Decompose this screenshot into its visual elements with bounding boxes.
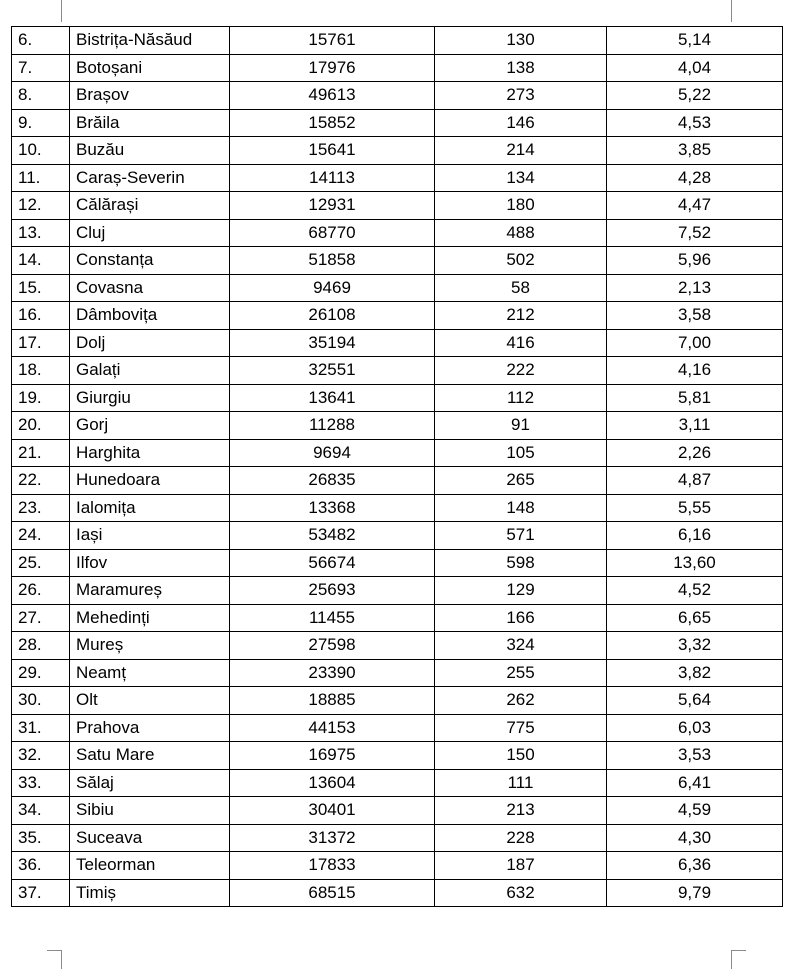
value-a-cell: 18885 — [230, 687, 435, 715]
value-c-cell: 5,96 — [607, 247, 783, 275]
table-row — [12, 247, 783, 275]
county-name-cell: Caraș-Severin — [70, 164, 230, 192]
table-row — [12, 439, 783, 467]
table-row — [12, 659, 783, 687]
row-number-cell: 9. — [12, 109, 70, 137]
value-a-cell: 9694 — [230, 439, 435, 467]
table-row — [12, 164, 783, 192]
value-c-cell: 4,59 — [607, 797, 783, 825]
row-number-cell: 13. — [12, 219, 70, 247]
value-a-cell: 68515 — [230, 879, 435, 907]
row-number-cell: 26. — [12, 577, 70, 605]
table-row — [12, 797, 783, 825]
value-a-cell: 11288 — [230, 412, 435, 440]
value-b-cell: 255 — [435, 659, 607, 687]
value-c-cell: 6,41 — [607, 769, 783, 797]
row-number-cell: 15. — [12, 274, 70, 302]
row-number-cell: 30. — [12, 687, 70, 715]
row-number-cell: 35. — [12, 824, 70, 852]
table-row — [12, 852, 783, 880]
county-name-cell: Galați — [70, 357, 230, 385]
row-number-cell: 28. — [12, 632, 70, 660]
value-b-cell: 130 — [435, 27, 607, 55]
row-number-cell: 29. — [12, 659, 70, 687]
table-row — [12, 192, 783, 220]
table-row — [12, 549, 783, 577]
value-c-cell: 3,85 — [607, 137, 783, 165]
value-b-cell: 187 — [435, 852, 607, 880]
value-b-cell: 273 — [435, 82, 607, 110]
table-row — [12, 357, 783, 385]
value-b-cell: 571 — [435, 522, 607, 550]
value-c-cell: 5,22 — [607, 82, 783, 110]
county-name-cell: Mehedinți — [70, 604, 230, 632]
value-b-cell: 180 — [435, 192, 607, 220]
table-row — [12, 604, 783, 632]
row-number-cell: 36. — [12, 852, 70, 880]
value-c-cell: 4,28 — [607, 164, 783, 192]
value-b-cell: 214 — [435, 137, 607, 165]
value-b-cell: 222 — [435, 357, 607, 385]
value-c-cell: 6,65 — [607, 604, 783, 632]
county-name-cell: Bistrița-Năsăud — [70, 27, 230, 55]
county-name-cell: Prahova — [70, 714, 230, 742]
county-name-cell: Brăila — [70, 109, 230, 137]
value-a-cell: 44153 — [230, 714, 435, 742]
row-number-cell: 14. — [12, 247, 70, 275]
page-margin-mark-top-right — [731, 0, 746, 22]
value-c-cell: 4,53 — [607, 109, 783, 137]
county-name-cell: Suceava — [70, 824, 230, 852]
row-number-cell: 20. — [12, 412, 70, 440]
row-number-cell: 21. — [12, 439, 70, 467]
table-row — [12, 109, 783, 137]
row-number-cell: 19. — [12, 384, 70, 412]
county-name-cell: Mureș — [70, 632, 230, 660]
row-number-cell: 34. — [12, 797, 70, 825]
value-c-cell: 13,60 — [607, 549, 783, 577]
value-b-cell: 138 — [435, 54, 607, 82]
county-name-cell: Giurgiu — [70, 384, 230, 412]
county-name-cell: Ilfov — [70, 549, 230, 577]
value-a-cell: 31372 — [230, 824, 435, 852]
value-a-cell: 17976 — [230, 54, 435, 82]
row-number-cell: 8. — [12, 82, 70, 110]
row-number-cell: 24. — [12, 522, 70, 550]
table-row — [12, 329, 783, 357]
county-name-cell: Brașov — [70, 82, 230, 110]
value-a-cell: 49613 — [230, 82, 435, 110]
county-name-cell: Covasna — [70, 274, 230, 302]
value-a-cell: 9469 — [230, 274, 435, 302]
value-a-cell: 68770 — [230, 219, 435, 247]
value-b-cell: 324 — [435, 632, 607, 660]
value-a-cell: 25693 — [230, 577, 435, 605]
county-name-cell: Buzău — [70, 137, 230, 165]
value-b-cell: 129 — [435, 577, 607, 605]
value-b-cell: 91 — [435, 412, 607, 440]
value-a-cell: 13604 — [230, 769, 435, 797]
value-a-cell: 32551 — [230, 357, 435, 385]
page-margin-mark-top-left — [47, 0, 62, 22]
row-number-cell: 17. — [12, 329, 70, 357]
value-a-cell: 11455 — [230, 604, 435, 632]
value-a-cell: 26835 — [230, 467, 435, 495]
county-name-cell: Timiș — [70, 879, 230, 907]
value-c-cell: 6,03 — [607, 714, 783, 742]
row-number-cell: 23. — [12, 494, 70, 522]
table-row — [12, 54, 783, 82]
value-b-cell: 262 — [435, 687, 607, 715]
value-c-cell: 2,13 — [607, 274, 783, 302]
table-row — [12, 522, 783, 550]
row-number-cell: 16. — [12, 302, 70, 330]
county-name-cell: Cluj — [70, 219, 230, 247]
value-b-cell: 632 — [435, 879, 607, 907]
value-a-cell: 53482 — [230, 522, 435, 550]
table-row — [12, 27, 783, 55]
county-name-cell: Iași — [70, 522, 230, 550]
value-c-cell: 3,11 — [607, 412, 783, 440]
table-row — [12, 742, 783, 770]
table-body — [12, 27, 783, 907]
value-b-cell: 775 — [435, 714, 607, 742]
table-row — [12, 687, 783, 715]
table-row — [12, 467, 783, 495]
value-a-cell: 17833 — [230, 852, 435, 880]
value-b-cell: 148 — [435, 494, 607, 522]
row-number-cell: 12. — [12, 192, 70, 220]
county-name-cell: Hunedoara — [70, 467, 230, 495]
row-number-cell: 18. — [12, 357, 70, 385]
row-number-cell: 6. — [12, 27, 70, 55]
value-b-cell: 105 — [435, 439, 607, 467]
page-margin-mark-bottom-right — [731, 950, 746, 969]
value-b-cell: 212 — [435, 302, 607, 330]
value-c-cell: 5,55 — [607, 494, 783, 522]
county-data-table — [11, 26, 783, 907]
value-c-cell: 9,79 — [607, 879, 783, 907]
row-number-cell: 10. — [12, 137, 70, 165]
county-name-cell: Botoșani — [70, 54, 230, 82]
value-c-cell: 4,04 — [607, 54, 783, 82]
table-row — [12, 769, 783, 797]
value-c-cell: 3,53 — [607, 742, 783, 770]
value-a-cell: 26108 — [230, 302, 435, 330]
table-row — [12, 714, 783, 742]
value-c-cell: 7,00 — [607, 329, 783, 357]
county-name-cell: Dolj — [70, 329, 230, 357]
county-name-cell: Constanța — [70, 247, 230, 275]
value-b-cell: 265 — [435, 467, 607, 495]
table-row — [12, 412, 783, 440]
row-number-cell: 32. — [12, 742, 70, 770]
county-name-cell: Teleorman — [70, 852, 230, 880]
value-b-cell: 150 — [435, 742, 607, 770]
value-a-cell: 14113 — [230, 164, 435, 192]
value-c-cell: 2,26 — [607, 439, 783, 467]
value-c-cell: 4,87 — [607, 467, 783, 495]
row-number-cell: 33. — [12, 769, 70, 797]
table-row — [12, 384, 783, 412]
value-c-cell: 5,64 — [607, 687, 783, 715]
county-name-cell: Olt — [70, 687, 230, 715]
value-c-cell: 3,32 — [607, 632, 783, 660]
value-b-cell: 416 — [435, 329, 607, 357]
value-b-cell: 502 — [435, 247, 607, 275]
value-c-cell: 4,52 — [607, 577, 783, 605]
value-b-cell: 166 — [435, 604, 607, 632]
value-c-cell: 7,52 — [607, 219, 783, 247]
table-row — [12, 632, 783, 660]
value-a-cell: 27598 — [230, 632, 435, 660]
value-c-cell: 5,81 — [607, 384, 783, 412]
value-b-cell: 111 — [435, 769, 607, 797]
table-row — [12, 274, 783, 302]
value-b-cell: 598 — [435, 549, 607, 577]
value-c-cell: 6,16 — [607, 522, 783, 550]
value-a-cell: 35194 — [230, 329, 435, 357]
row-number-cell: 31. — [12, 714, 70, 742]
value-a-cell: 15852 — [230, 109, 435, 137]
value-a-cell: 13368 — [230, 494, 435, 522]
value-c-cell: 5,14 — [607, 27, 783, 55]
county-name-cell: Călărași — [70, 192, 230, 220]
value-c-cell: 4,30 — [607, 824, 783, 852]
table-row — [12, 494, 783, 522]
value-c-cell: 3,58 — [607, 302, 783, 330]
county-name-cell: Ialomița — [70, 494, 230, 522]
value-b-cell: 58 — [435, 274, 607, 302]
value-a-cell: 12931 — [230, 192, 435, 220]
table-row — [12, 219, 783, 247]
county-name-cell: Neamț — [70, 659, 230, 687]
county-name-cell: Sălaj — [70, 769, 230, 797]
table-row — [12, 879, 783, 907]
value-b-cell: 146 — [435, 109, 607, 137]
value-a-cell: 23390 — [230, 659, 435, 687]
value-a-cell: 51858 — [230, 247, 435, 275]
table-row — [12, 577, 783, 605]
county-name-cell: Satu Mare — [70, 742, 230, 770]
value-b-cell: 228 — [435, 824, 607, 852]
value-b-cell: 134 — [435, 164, 607, 192]
county-name-cell: Dâmbovița — [70, 302, 230, 330]
value-c-cell: 4,16 — [607, 357, 783, 385]
value-c-cell: 6,36 — [607, 852, 783, 880]
value-b-cell: 488 — [435, 219, 607, 247]
county-name-cell: Maramureș — [70, 577, 230, 605]
value-a-cell: 15761 — [230, 27, 435, 55]
value-c-cell: 3,82 — [607, 659, 783, 687]
page-margin-mark-bottom-left — [47, 950, 62, 969]
value-c-cell: 4,47 — [607, 192, 783, 220]
table-row — [12, 137, 783, 165]
table-row — [12, 824, 783, 852]
county-name-cell: Sibiu — [70, 797, 230, 825]
value-b-cell: 213 — [435, 797, 607, 825]
row-number-cell: 27. — [12, 604, 70, 632]
row-number-cell: 25. — [12, 549, 70, 577]
table-row — [12, 82, 783, 110]
row-number-cell: 11. — [12, 164, 70, 192]
row-number-cell: 37. — [12, 879, 70, 907]
value-a-cell: 15641 — [230, 137, 435, 165]
row-number-cell: 7. — [12, 54, 70, 82]
value-a-cell: 13641 — [230, 384, 435, 412]
value-b-cell: 112 — [435, 384, 607, 412]
table-row — [12, 302, 783, 330]
value-a-cell: 56674 — [230, 549, 435, 577]
value-a-cell: 30401 — [230, 797, 435, 825]
value-a-cell: 16975 — [230, 742, 435, 770]
county-name-cell: Gorj — [70, 412, 230, 440]
county-name-cell: Harghita — [70, 439, 230, 467]
row-number-cell: 22. — [12, 467, 70, 495]
